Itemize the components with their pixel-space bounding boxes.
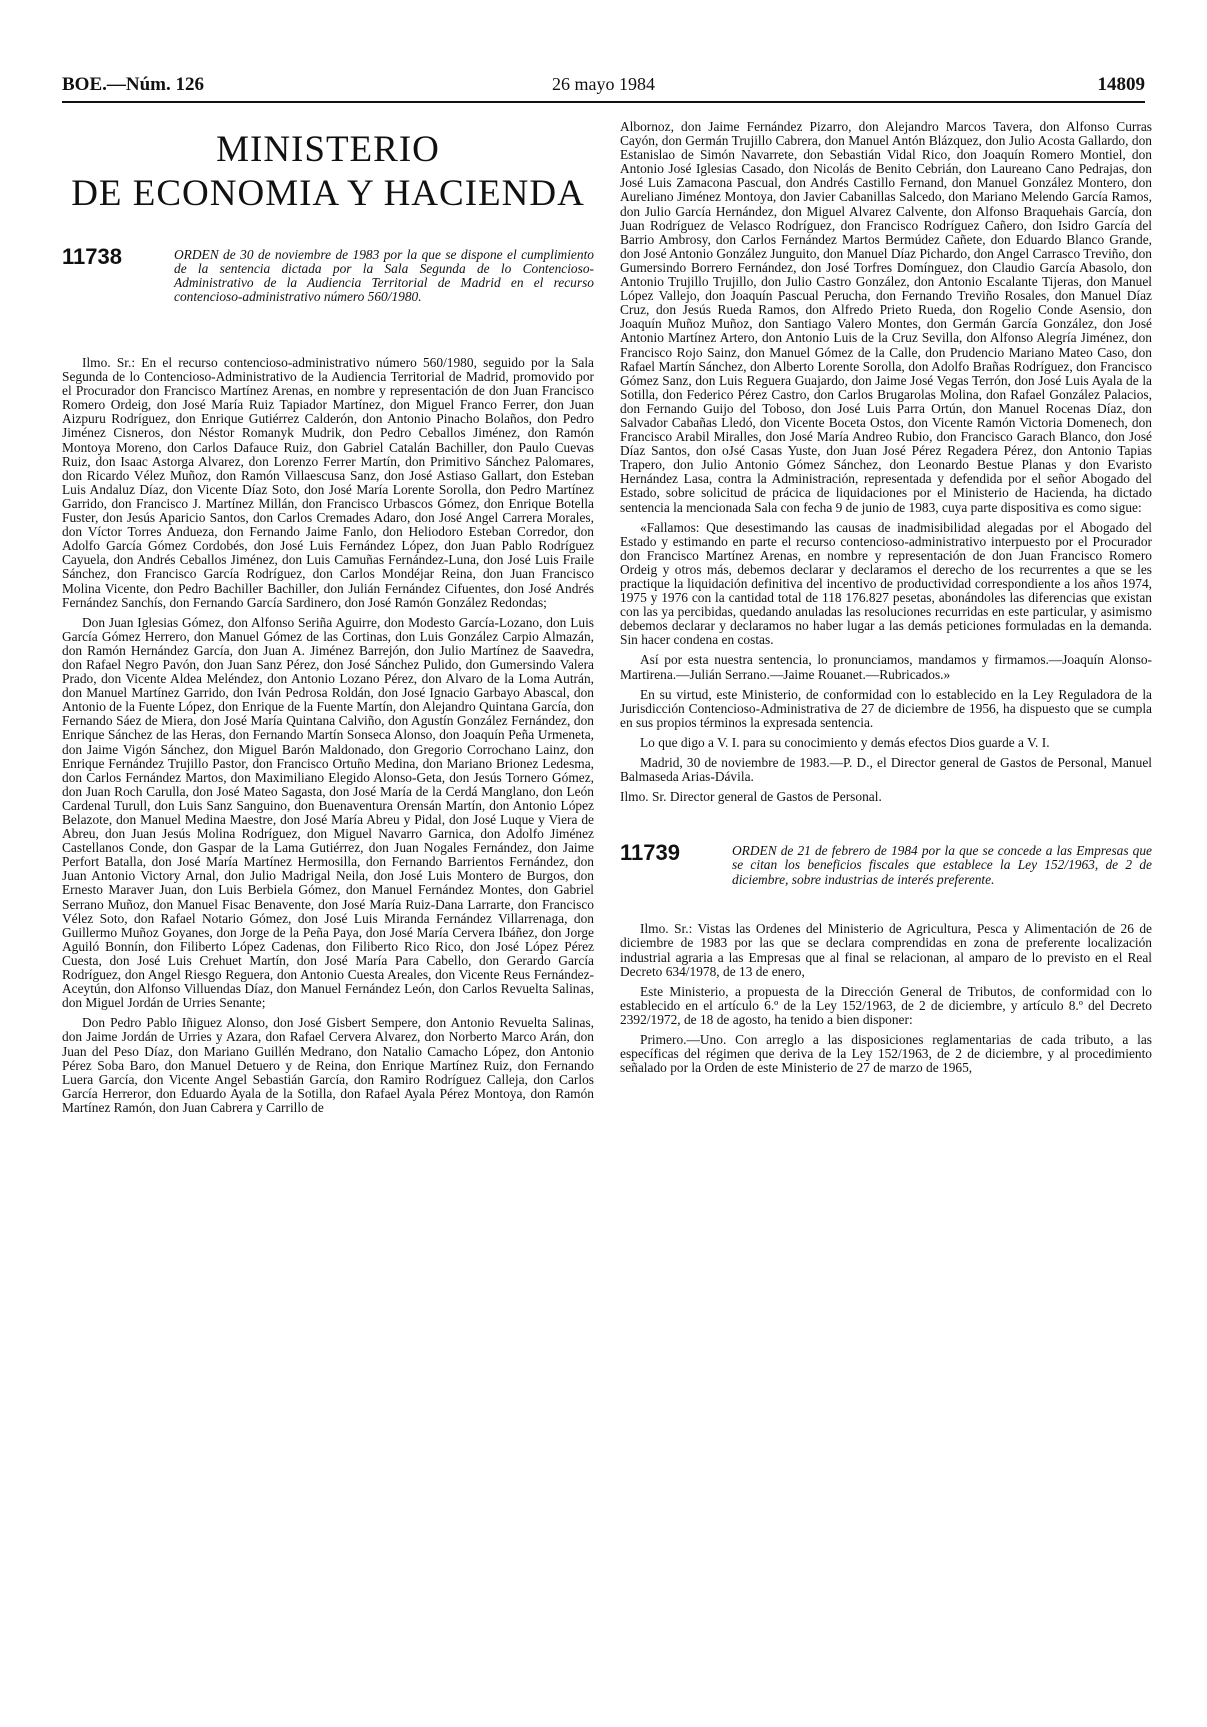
order-signature: Madrid, 30 de noviembre de 1983.—P. D., el Director general de Gastos de Personal, Manuel Balmaseda Arias-Dávila. bbox=[620, 755, 1152, 785]
header-page-number: 14809 bbox=[1097, 74, 1145, 95]
order-number: 11739 bbox=[620, 840, 680, 866]
judgment-quote: «Fallamos: Que desestimando las causas de inadmisibilidad alegadas por el Abogado del Estado y estimando en parte el recurso contencioso-administrativo interpuesto por el Procurador don Francisco Martínez Arenas, en nombre y representación de don Juan Francisco Romero Ordeig y otros más, debemos declarar y declaramos el derecho de los recurrentes a que se les practique la liquidación definitiva del incentivo de productividad correspondiente a los años 1974, 1975 y 1976 con la cantidad total de 118 176.827 pesetas, abonándoles las diferencias que existan con las ya percibidas, quedando anuladas las resoluciones recurridas en este particular, y asimismo debemos declarar y declaramos no haber lugar a las demás peticiones formuladas en la demanda. Sin hacer condena en costas. bbox=[620, 519, 1152, 648]
order-paragraph: En su virtud, este Ministerio, de conformidad con lo establecido en la Ley Reguladora de la Jurisdicción Contencioso-Administrativa de 27 de diciembre de 1956, ha dispuesto que se cumpla en sus propios términos la expresada sentencia. bbox=[620, 686, 1152, 730]
order-paragraph: Albornoz, don Jaime Fernández Pizarro, don Alejandro Marcos Tavera, don Alfonso Curras Cayón, don Germán Trujillo Cabrera, don Manuel Antón Blázquez, don Julio Acosta Gallardo, don Estanislao de Simón Navarrete, don Sebastián Vidal Rico, don Joaquín Romero Montiel, don Antonio José Iglesias Casado, don Nicolás de Benito Cebrián, don Laureano Cano Pedrajas, don José Luis Zamacona Pascual, don Andrés Castillo Fernand, don Manuel González Montero, don Aureliano Jiménez Montoya, don Javier Cabanillas Salcedo, don Mariano Melendo García Ramos, don Julio García Hernández, don Miguel Alvarez Calvente, don Alfonso Braquehais García, don Juan Rodríguez de Velasco Rodríguez, don Francisco Rodríguez Cañero, don Isidro García del Barrio Ambrosy, don Carlos Fernández Martos Bermúdez Cañete, don Eduardo Blanco Grande, don José Antonio González Junguito, don Manuel Díaz Pichardo, don Angel Carrasco Treviño, don Gumersindo Borrero Fernández, don José Torfres Domínguez, don Claudio García Abasolo, don Antonio Trujillo Trujillo, don Julio Castro González, don Antonio Escalante Tijeras, don Manuel López Vallejo, don Joaquín Pascual Perucha, don Fernando Treviño Rosales, don Manuel Díaz Cruz, don Jesús Rueda Ramos, don Alfredo Prieto Rueda, don Rogelio Conde Asensio, don Joaquín Muñoz Muñoz, don Santiago Valero Montes, don Germán García González, don José Antonio Martínez Artero, don Antonio Luis de la Cruz Sevilla, don Alfonso Alegría Jiménez, don Francisco Rojo Sainz, don Manuel Gómez de la Calle, don Prudencio Mariano Mateo Caso, don Rafael Martín Sánchez, don Alberto Lorente Sorolla, don Adolfo Brañas Rodríguez, don Francisco Gómez Sanz, don Luis Reguera Guajardo, don Jaime José Vegas Terrón, don José Luis Ayala de la Sotilla, don Federico Pérez Castro, don Carlos Brugarolas Molina, don Rafael González Palacios, don Fernando Guijo del Toboso, don José Luis Parra Ortún, don Manuel Rocenas Díaz, don Salvador Cabañas Lledó, don Vicente Boceta Ostos, don Vicente Ramón Victoria Domenech, don Francisco Arabil Miralles, don José María Andreo Rubio, don Francisco Garach Blanco, don José Díaz Santos, don oJsé Casas Yuste, don Juan José Pérez Regadera Pérez, don Antonio Tapias Trapero, don Julio Antonio Gómez Sánchez, don Leonardo Bestue Planas y don Evaristo Hernández Lasa, contra la Administración, representada y defendida por el señor Abogado del Estado, sobre solicitud de prácica de liquidaciones por el Ministerio de Hacienda, ha dictado sentencia la mencionada Sala con fecha 9 de junio de 1983, cuya parte dispositiva es como sigue: bbox=[620, 119, 1152, 515]
order-number: 11738 bbox=[62, 244, 122, 269]
page-header bbox=[62, 74, 1145, 98]
header-rule bbox=[62, 101, 1145, 103]
order-paragraph: Don Pedro Pablo Iñiguez Alonso, don José Gisbert Sempere, don Antonio Revuelta Salinas, don Jaime Jordán de Urries y Azara, don Rafael Cervera Alvarez, don Norberto Marco Arán, don Juan del Peso Díaz, don Mariano Guillén Medrano, don Natalio Camacho López, don Antonio Pérez Soba Baro, don Manuel Detuero y de Reina, don Enrique Martínez Ruiz, don Fernando Luera García, don Vicente Angel Sebastián García, don Ramiro Rodríguez Calleja, don Carlos García Herreror, don Eduardo Ayala de la Sotilla, don Rafael Ayala Pérez Montoya, don Ramón Martínez Ramón, don Juan Cabrera y Carrillo de bbox=[62, 1015, 594, 1115]
judgment-signatures: Así por esta nuestra sentencia, lo pronunciamos, mandamos y firmamos.—Joaquín Alonso-Martirena.—Julián Serrano.—Jaime Rouanet.—Rubricados.» bbox=[620, 652, 1152, 682]
order-title: ORDEN de 21 de febrero de 1984 por la que se concede a las Empresas que se citan los beneficios fiscales que establece la Ley 152/1963, de 2 de diciembre, sobre industrias de interés preferente. bbox=[732, 843, 1152, 887]
right-column bbox=[620, 120, 1152, 1081]
left-column bbox=[62, 120, 594, 1121]
order-11739-heading bbox=[620, 840, 1152, 904]
order-paragraph: Don Juan Iglesias Gómez, don Alfonso Seriña Aguirre, don Modesto García-Lozano, don Luis García Gómez Herrero, don Manuel Gómez de las Cortinas, don Luis González Carpio Almazán, don Ramón Hernández García, don Juan A. Jiménez Barrejón, don Julio Martínez de Saavedra, don Rafael Negro Pavón, don Juan Sanz Pérez, don José Sánchez Pulido, don Gumersindo Valera Prado, don Vicente Aldea Meléndez, don Antonio Lozano Pérez, don Alvaro de la Loma Autrán, don Manuel Martínez Garrido, don Iván Pedrosa Roldán, don José Ignacio Garbayo Abascal, don Antonio de la Fuente López, don Enrique de la Fuente Martín, don Alejandro Quintana García, don Fernando Sáez de Miera, don José María Quintana Calviño, don Agustín González Fernández, don Enrique Sánchez de las Heras, don Fernando Martín Sonseca Alonso, don Joaquín Peña Urmeneta, don Jaime Vigón Sánchez, don Miguel Barón Maldonado, don Gregorio Corrochano Lainz, don Enrique Fernández Trujillo Pastor, don Francisco Ortuño Medina, don Mariano Brionez Ledesma, don Carlos Fernández Martos, don Maximiliano Elegido Alonso-Geta, don Jesús Tornero Gómez, don Juan Roch Carulla, don José Mateo Sagasta, don José María de la Cerdá Manglano, don León Cardenal Turull, don Luis Sanz Sanguino, don Buenaventura Orensán Martín, don Antonio López Belazote, don Manuel Medina Maestre, don José María Abreu y Pidal, don José Luque y Viera de Abreu, don Juan Jesús Molina Rodríguez, don Miguel Navarro Garnica, don Adolfo Jiménez Castellanos Conde, don Gaspar de la Lama Gutiérrez, don Juan Nogales Fernández, don Jaime Perfort Batalla, don José María Martínez Hermosilla, don Fernando Barrientos Fernández, don Juan Antonio Victory Arnal, don Julio Madrigal Neila, don José Luis Montero de Burgos, don Ernesto Maraver Juan, don Luis Berbiela Gómez, don Manuel Fernández Montes, don Gabriel Serrano Muñoz, don Manuel Fisac Benavente, don José María Ruiz-Dana Larrarte, don Francisco Vélez Soto, don Rafael Notario Gómez, don José Luis Miranda Fernández Villarrenaga, don Guillermo Muñoz Goyanes, don Jorge de la Peña Paya, don José María Cervera Ibáñez, don Jorge Aguiló Bonnín, don Filiberto López Cadenas, don Filiberto Rico Rico, don José López Pérez Cuesta, don José Luis Crehuet Martín, don José María Para Cabello, don Gerardo García Rodríguez, don Angel Riesgo Reguera, don Antonio Cuesta Areales, don Vicente Reus Fernández-Aceytún, don Alfonso Villuendas Díaz, don Manuel Fernández León, don Carlos Revuelta Salinas, don Miguel Jordán de Urries Senante; bbox=[62, 614, 594, 1011]
order-title: ORDEN de 30 de noviembre de 1983 por la que se dispone el cumplimiento de la sentencia dictada por la Sala Segunda de lo Contencioso-Administrativo de la Audiencia Territorial de Madrid en el recurso contencioso-administrativo número 560/1980. bbox=[174, 247, 594, 305]
order-paragraph: Lo que digo a V. I. para su conocimiento y demás efectos Dios guarde a V. I. bbox=[640, 734, 1050, 750]
ministry-heading bbox=[62, 128, 594, 216]
order-paragraph: Este Ministerio, a propuesta de la Dirección General de Tributos, de conformidad con lo establecido en el artículo 6.º de la Ley 152/1963, de 2 de diciembre, y artículo 8.º del Decreto 2392/1972, de 18 de agosto, ha tenido a bien disponer: bbox=[620, 983, 1152, 1027]
order-paragraph: Ilmo. Sr.: En el recurso contencioso-administrativo número 560/1980, seguido por la Sala Segunda de lo Contencioso-Administrativo de la Audiencia Territorial de Madrid, promovido por el Procurador don Francisco Martínez Arenas, en nombre y representación de don Juan Francisco Romero Ordeig, don José María Ruiz Tapiador Martínez, don Miguel Franco Ferrer, don Juan Aizpuru Rodríguez, don Enrique Gutiérrez Calderón, don Antonio Pinacho Bolaños, don Pedro Jiménez Cisneros, don Néstor Romanyk Mudrik, don Pedro Ceballos Jiménez, don Ramón Montoya Moreno, don Carlos Dafauce Ruiz, don Gabriel Catalán Bachiller, don Paulo Cuevas Ruiz, don Isaac Astorga Alvarez, don Lorenzo Ferrer Martín, don Primitivo Sánchez Palomares, don Ricardo Vélez Muñoz, don Ramón Villaescusa Sanz, don José Astiaso Gallart, don Esteban Luis Andaluz Díaz, don Vicente Díaz Soto, don José María Lorente Sorolla, don Pedro Martínez Garrido, don Francisco J. Martínez Millán, don Francisco Urbascos Gómez, don Enrique Botella Fuster, don Jesús Aparicio Santos, don Carlos Cremades Adaro, don José Angel Carrera Morales, don Víctor Torres Andueza, don Fernando Jaime Fanlo, don Heliodoro Esteban Corredor, don Adolfo García Gómez Cordobés, don José Luis Fernández López, don Juan Pablo Rodríguez Cayuela, don Andrés Ceballos Jiménez, don Luis Camuñas Fernández-Luna, don José Luis Fraile Sánchez, don Francisco García Rodríguez, don Carlos Mondéjar Reina, don Juan Francisco Molina Vicente, don Pedro Bachiller Bachiller, don Julián Fernández Cifuentes, don José Andrés Fernández Sanchís, don Fernando García Sardinero, don José Ramón González Redondas; bbox=[62, 355, 594, 610]
header-date: 26 mayo 1984 bbox=[552, 74, 655, 94]
order-11738-heading bbox=[62, 244, 594, 338]
order-addressee: Ilmo. Sr. Director general de Gastos de Personal. bbox=[620, 789, 882, 805]
ministry-line-2: DE ECONOMIA Y HACIENDA bbox=[71, 173, 585, 214]
order-paragraph: Primero.—Uno. Con arreglo a las disposiciones reglamentarias de cada tributo, a las específicas del régimen que deriva de la Ley 152/1963, de 2 de diciembre, y al procedimiento señalado por la Orden de este Ministerio de 27 de marzo de 1965, bbox=[620, 1031, 1152, 1076]
section-spacer bbox=[620, 810, 1152, 844]
ministry-line-1: MINISTERIO bbox=[216, 129, 440, 170]
order-paragraph: Ilmo. Sr.: Vistas las Ordenes del Ministerio de Agricultura, Pesca y Alimentación de 26 de diciembre de 1983 por las que se declara comprendidas en zona de preferente localización industrial agraria a las Empresas que al final se relacionan, al amparo de lo previsto en el Real Decreto 634/1978, de 13 de enero, bbox=[620, 921, 1152, 979]
header-bulletin-number: BOE.—Núm. 126 bbox=[62, 74, 204, 95]
